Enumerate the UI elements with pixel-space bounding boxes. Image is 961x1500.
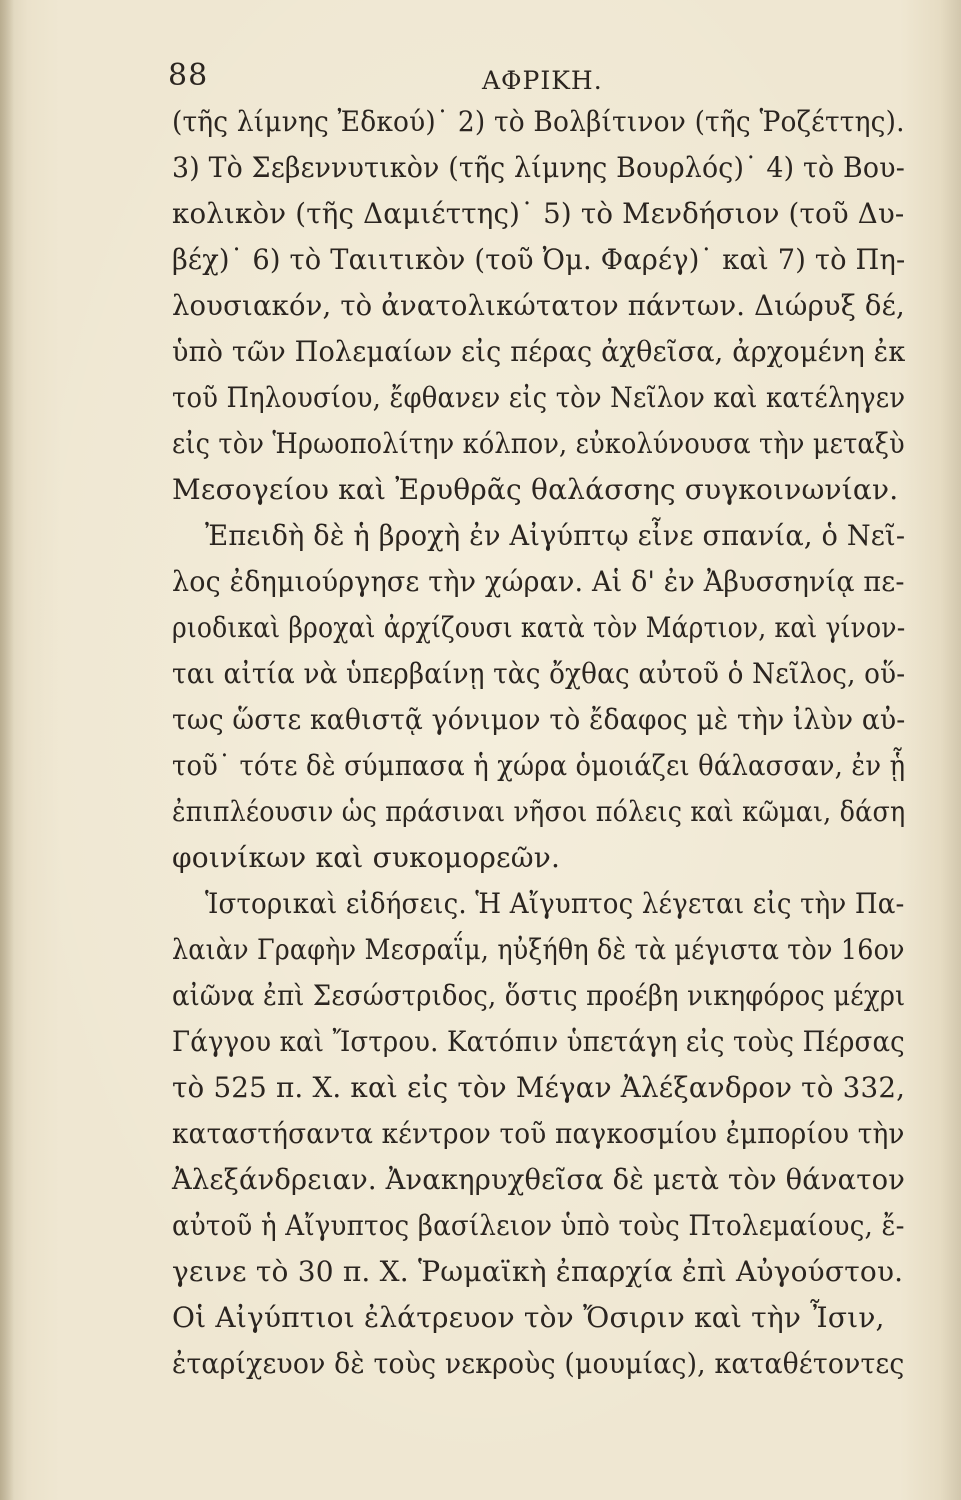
text-line: λαιὰν Γραφὴν Μεσραΐμ, ηὐξήθη δὲ τὰ μέγιστα τὸν 16ον: [172, 933, 905, 966]
page-number: 88: [168, 58, 209, 93]
text-line: Οἱ Αἰγύπτιοι ἐλάτρευον τὸν Ὄσιριν καὶ τὴν Ἶσιν,: [172, 1301, 885, 1334]
text-line: τως ὥστε καθιστᾷ γόνιμον τὸ ἔδαφος μὲ τὴν ἰλὺν αὐ-: [172, 703, 906, 736]
text-line: Ἀλεξάνδρειαν. Ἀνακηρυχθεῖσα δὲ μετὰ τὸν θάνατον: [172, 1163, 905, 1196]
text-line: λουσιακόν, τὸ ἀνατολικώτατον πάντων. Διώρυξ δέ,: [172, 289, 905, 322]
text-line: Ἱστορικαὶ εἰδήσεις. Ἡ Αἴγυπτος λέγεται εἰς τὴν Πα-: [205, 887, 905, 920]
page-header: [0, 58, 961, 98]
page-gutter-shadow: [0, 0, 14, 1500]
text-line: φοινίκων καὶ συκομορεῶν.: [172, 841, 561, 874]
text-line: (τῆς λίμνης Ἐδκού)˙ 2) τὸ Βολβίτινον (τῆς Ῥοζέττης).: [172, 105, 905, 138]
text-line: ἐπιπλέουσιν ὡς πράσιναι νῆσοι πόλεις καὶ κῶμαι, δάση: [172, 795, 906, 828]
text-line: αἰῶνα ἐπὶ Σεσώστριδος, ὅστις προέβη νικηφόρος μέχρι: [172, 979, 906, 1012]
text-line: κολικὸν (τῆς Δαμιέττης)˙ 5) τὸ Μενδήσιον (τοῦ Δυ-: [172, 197, 905, 230]
text-line: εἰς τὸν Ἡρωοπολίτην κόλπον, εὐκολύνουσα τὴν μεταξὺ: [172, 427, 905, 460]
text-line: λος ἐδημιούργησε τὴν χώραν. Αἱ δ' ἐν Ἀβυσσηνίᾳ πε-: [172, 565, 905, 598]
text-line: αὐτοῦ ἡ Αἴγυπτος βασίλειον ὑπὸ τοὺς Πτολεμαίους, ἔ-: [172, 1209, 905, 1242]
text-line: Ἐπειδὴ δὲ ἡ βροχὴ ἐν Αἰγύπτῳ εἶνε σπανία, ὁ Νεῖ-: [205, 519, 906, 552]
text-line: καταστήσαντα κέντρον τοῦ παγκοσμίου ἐμπορίου τὴν: [172, 1117, 905, 1150]
text-line: ται αἰτία νὰ ὑπερβαίνῃ τὰς ὄχθας αὐτοῦ ὁ Νεῖλος, οὕ-: [172, 657, 906, 690]
running-title: ΑΦΡΙΚΗ.: [482, 66, 603, 95]
text-line: ριοδικαὶ βροχαὶ ἀρχίζουσι κατὰ τὸν Μάρτιον, καὶ γίνον-: [172, 611, 906, 644]
text-line: τὸ 525 π. Χ. καὶ εἰς τὸν Μέγαν Ἀλέξανδρον τὸ 332,: [172, 1071, 906, 1104]
text-line: 3) Τὸ Σεβεννυτικὸν (τῆς λίμνης Βουρλός)˙ 4) τὸ Βου-: [172, 151, 905, 184]
text-line: ὑπὸ τῶν Πολεμαίων εἰς πέρας ἀχθεῖσα, ἀρχομένη ἐκ: [172, 335, 906, 368]
text-line: τοῦ˙ τότε δὲ σύμπασα ἡ χώρα ὁμοιάζει θάλασσαν, ἐν ᾗ: [172, 749, 906, 782]
text-line: τοῦ Πηλουσίου, ἔφθανεν εἰς τὸν Νεῖλον καὶ κατέληγεν: [172, 381, 906, 414]
text-line: γεινε τὸ 30 π. Χ. Ῥωμαϊκὴ ἐπαρχία ἐπὶ Αὐγούστου.: [172, 1255, 904, 1288]
text-line: Γάγγου καὶ Ἴστρου. Κατόπιν ὑπετάγη εἰς τοὺς Πέρσας: [172, 1025, 905, 1058]
text-line: Μεσογείου καὶ Ἐρυθρᾶς θαλάσσης συγκοινωνίαν.: [172, 473, 899, 506]
text-line: βέχ)˙ 6) τὸ Ταιιτικὸν (τοῦ Ὀμ. Φαρέγ)˙ καὶ 7) τὸ Πη-: [172, 243, 906, 276]
text-line: ἐταρίχευον δὲ τοὺς νεκροὺς (μουμίας), καταθέτοντες: [172, 1347, 905, 1380]
